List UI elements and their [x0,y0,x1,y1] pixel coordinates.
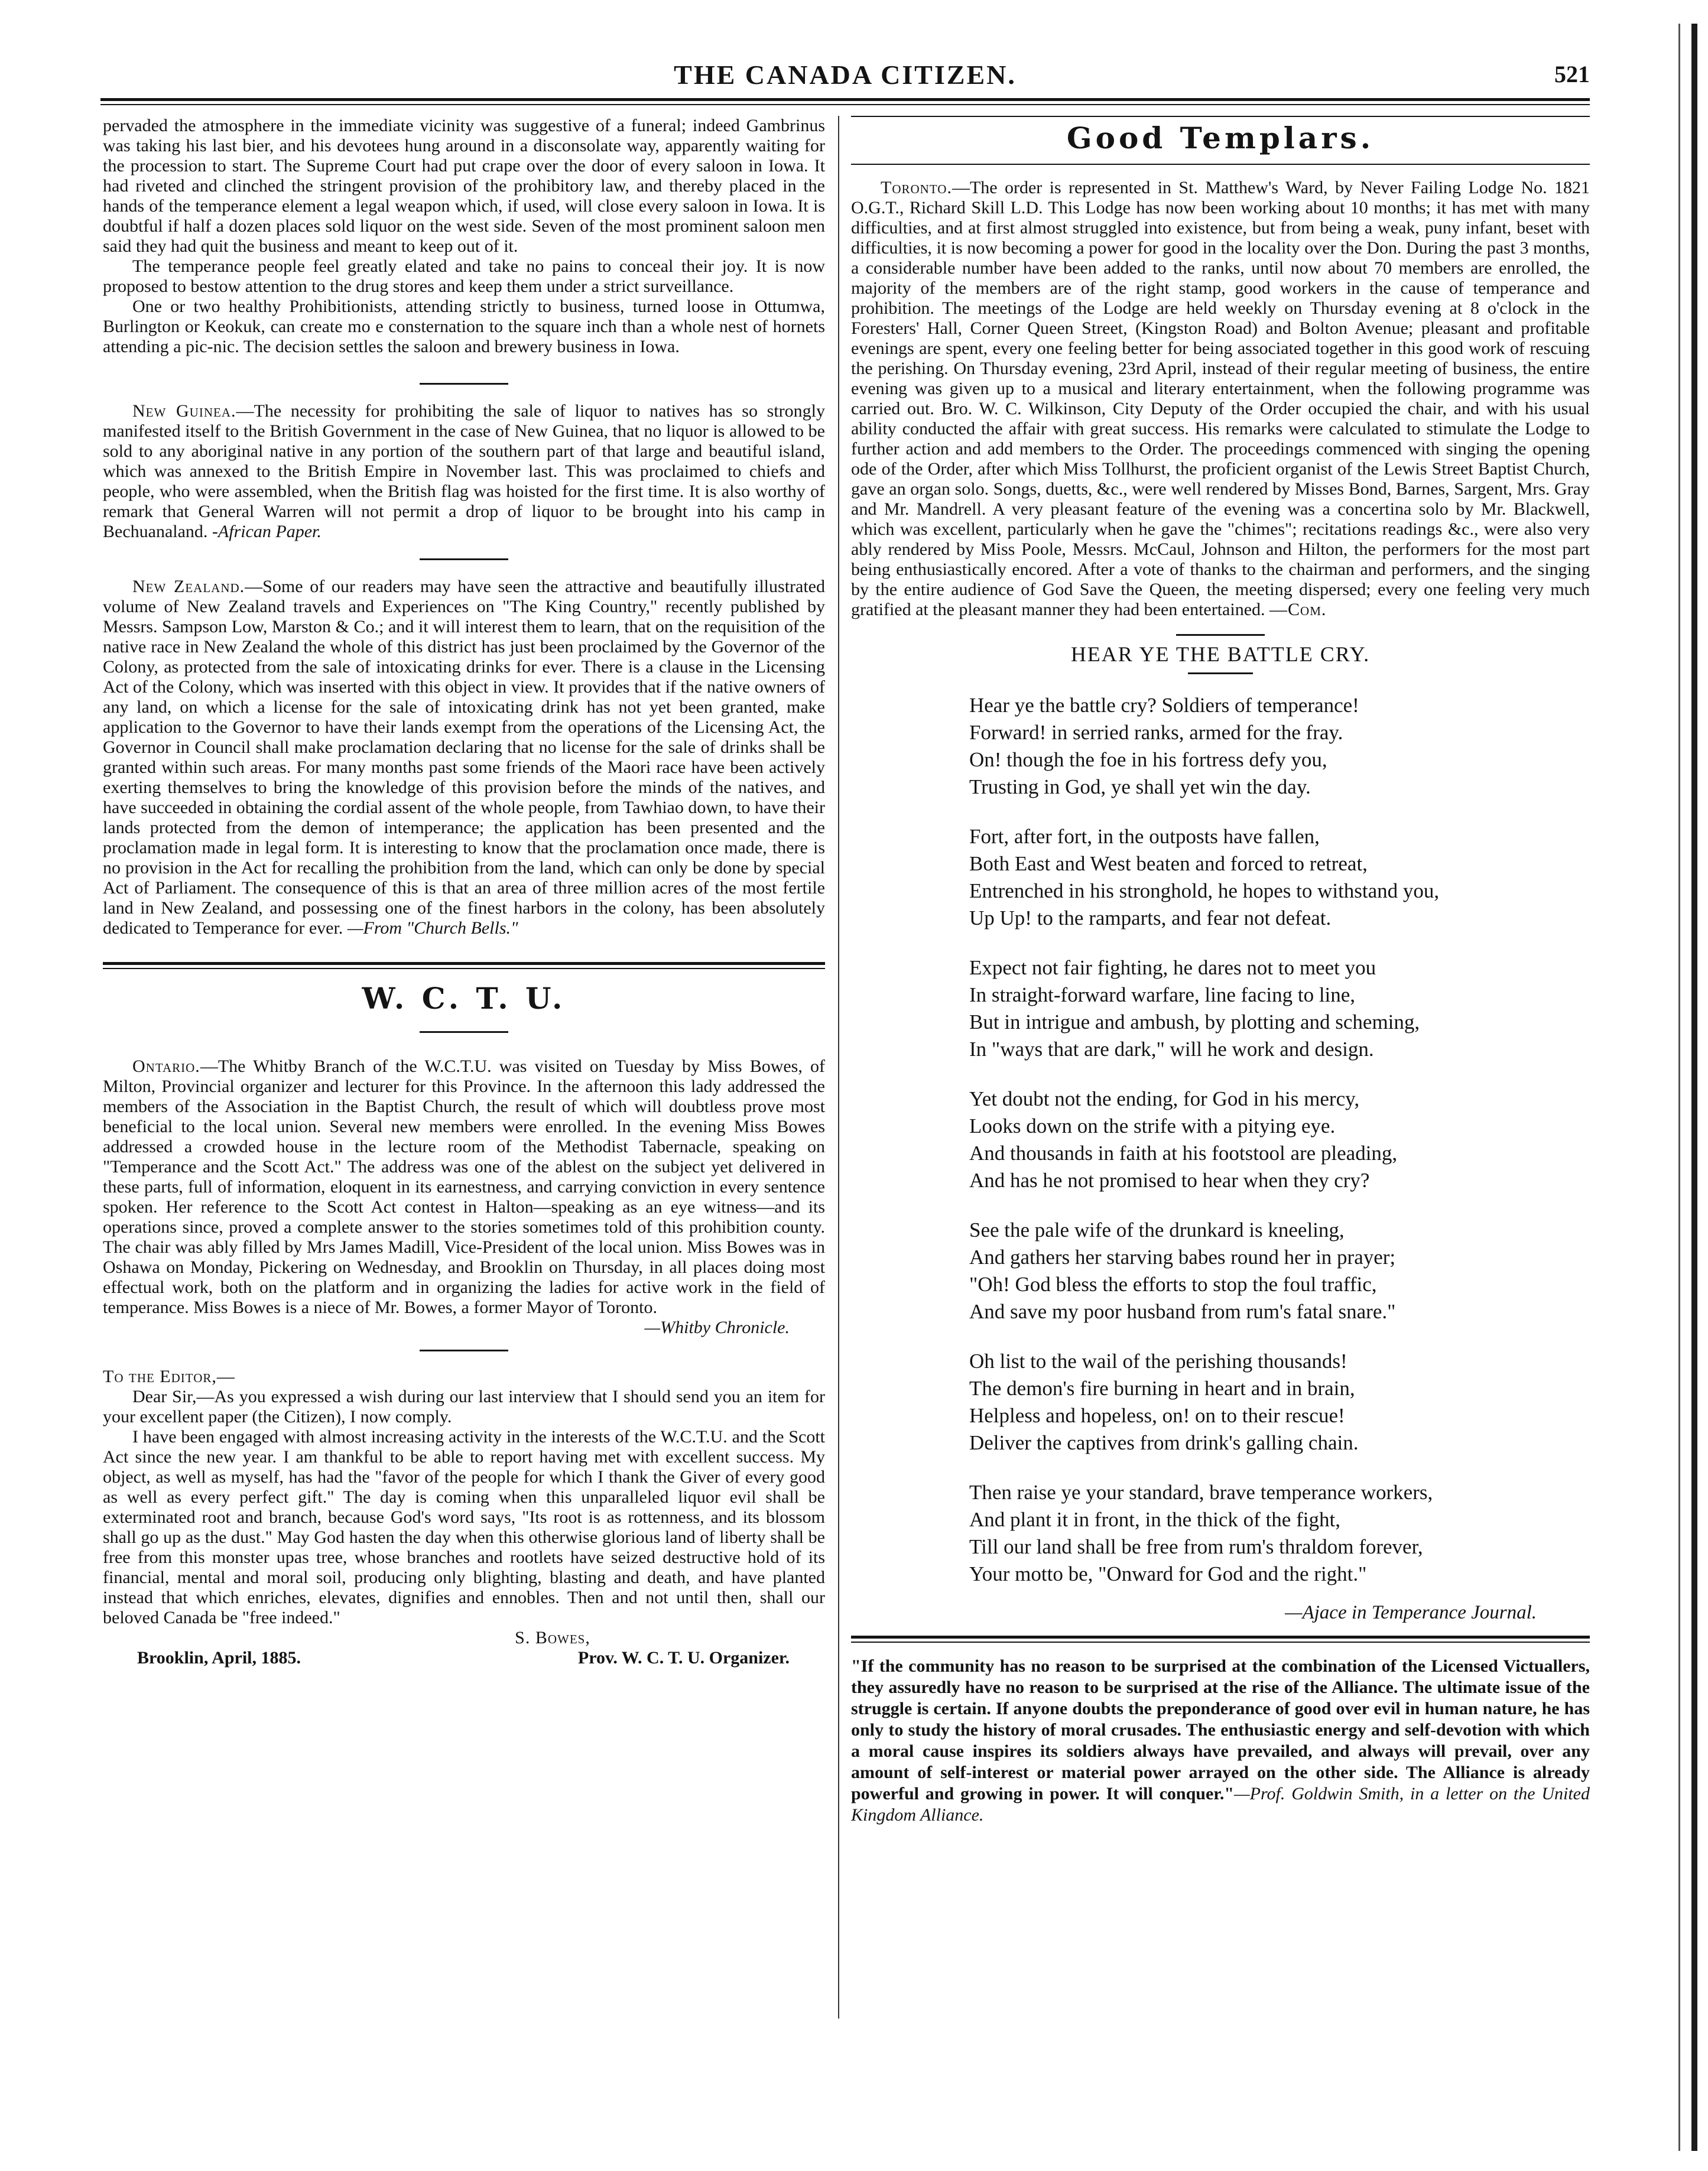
poem-line: Trusting in God, ye shall yet win the day. [969,775,1311,798]
poem-stanza [969,954,1560,1063]
new-guinea-text: —The necessity for prohibiting the sale of liquor to natives has so strongly manifested itself to the British Government in the case of New Guinea, that no liquor is allowed to be sold to any aboriginal native in any portion of the southern part of that large and beautiful island, which was annexed to the British Empire in November last. This was proclaimed to chiefs and people, who were assembled, when the British flag was hoisted for the first time. It is also worthy of remark that General Warren will not permit a drop of liquor to be brought into his camp in Bechuanaland. [103,401,826,541]
poem-line: On! though the foe in his fortress defy you, [969,748,1327,771]
letter-salutation: To the Editor,— [103,1367,235,1386]
poem-line: Then raise ye your standard, brave temperance workers, [969,1481,1433,1504]
new-zealand-article [103,577,825,938]
toronto-text: —The order is represented in St. Matthew's Ward, by Never Failing Lodge No. 1821 O.G.T., Richard Skill L.D. This Lodge has now been working about 10 months; it has met with many difficulties, and at first almost struggled into existence, but from being a weak, puny infant, beset with difficulties, it is now becoming a power for good in the locality over the Don. During the past 3 months, a considerable number have been added to the ranks, until now about 70 members are enrolled, the majority of the members are of the right stamp, good workers in the cause of temperance and prohibition. The meetings of the Lodge are held weekly on Thursday evening at 8 o'clock in the Foresters' Hall, Corner Queen Street, (Kingston Road) and Bolton Avenue; pleasant and profitable evenings are spent, every one feeling better for being associated together in this good work of rescuing the perishing. On Thursday evening, 23rd April, instead of their regular meeting of business, the entire evening was given up to a musical and literary entertainment, when the following programme was carried out. Bro. W. C. Wilkinson, City Deputy of the Order occupied the chair, and with his usual ability conducted the affair with great success. His remarks were calculated to stimulate the Lodge to further action and add members to the Order. The proceedings commenced with singing the opening ode of the Order, after which Miss Tollhurst, the proficient organist of the Lewis Street Baptist Church, gave an organ solo. Songs, duetts, &c., were well rendered by Misses Bond, Barnes, Sargent, Mrs. Gray and Mr. Mandrell. A very pleasant feature of the evening was a concertina solo by Mr. Blackwell, which was excellent, particularly when he gave the "chimes"; recitations readings &c., were also very ably rendered by Miss Poole, Messrs. McCaul, Johnson and Hilton, the performers for the most part being enthusiastically encored. After a vote of thanks to the chairman and performers, and the singing by the entire audience of God Save the Queen, the meeting dispersed; every one feeling very much gratified at the pleasant manner they had been entertained. [851,178,1590,619]
masthead [100,57,1590,93]
poem-line: Oh list to the wail of the perishing thousands! [969,1350,1347,1373]
poem-stanza [969,1086,1560,1194]
poem-line: In straight-forward warfare, line facing to line, [969,983,1356,1006]
poem-line: Deliver the captives from drink's galling chain. [969,1431,1359,1454]
left-column [103,116,825,1668]
poem-line: Entrenched in his stronghold, he hopes to withstand you, [969,879,1440,902]
wctu-heading: W. C. T. U. [362,981,566,1016]
poem-line: "Oh! God bless the efforts to stop the foul traffic, [969,1273,1377,1296]
poem-stanza [969,1348,1560,1457]
letter-footer [103,1648,825,1668]
article-separator [1176,634,1265,636]
toronto-article [851,178,1590,620]
new-zealand-lead: New Zealand. [132,577,245,596]
poem-line: And plant it in front, in the thick of the fight, [969,1508,1340,1531]
letter-paragraph-1: Dear Sir,—As you expressed a wish during our last interview that I should send you an item for your excellent paper (the Citizen), I now comply. [103,1387,825,1426]
poem-stanza [969,692,1560,801]
good-templars-heading: Good Templars. [1066,121,1375,155]
section-rule [851,164,1590,165]
ontario-text: —The Whitby Branch of the W.C.T.U. was visited on Tuesday by Miss Bowes, of Milton, Provincial organizer and lecturer for this Province. In the afternoon this lady addressed the members of the Association in the Baptist Church, the result of which will doubtless prove most beneficial to the local union. Several new members were enrolled. In the evening Miss Bowes addressed a crowded house in the lecture room of the Methodist Tabernacle, speaking on "Temperance and the Scott Act." The address was one of the ablest on the subject yet delivered in these parts, full of information, eloquent in its earnestness, and carrying conviction in every sentence spoken. Her reference to the Scott Act contest in Halton—speaking as an eye witness—and its operations since, proved a complete answer to the stories sometimes told of this prohibition county. The chair was ably filled by Mrs James Madill, Vice-President of the local union. Miss Bowes was in Oshawa on Monday, Pickering on Wednesday, and Brooklin on Thursday, in all places doing most effectual work, both on the platform and in organizing the ladies for active work in the field of temperance. Miss Bowes is a niece of Mr. Bowes, a former Mayor of Toronto. [103,1057,825,1317]
binding-edge-bar [1691,24,1697,2151]
poem-line: And has he not promised to hear when they cry? [969,1169,1370,1192]
poem-line: And thousands in faith at his footstool are pleading, [969,1142,1398,1165]
poem-line: In "ways that are dark," will he work and design. [969,1038,1374,1061]
poem-credit: —Ajace in Temperance Journal. [1285,1602,1537,1623]
right-column [851,116,1590,1826]
poem-title: HEAR YE THE BATTLE CRY. [1070,642,1371,666]
poem-line: The demon's fire burning in heart and in brain, [969,1377,1355,1400]
poem-line: And save my poor husband from rum's fatal snare." [969,1300,1396,1323]
quote-text: "If the community has no reason to be surprised at the combination of the Licensed Victuallers, they assuredly have no reason to be surprised at the rise of the Alliance. The ultimate issue of the struggle is certain. If anyone doubts the preponderance of good over evil in human nature, he has only to study the history of moral crusades. The enthusiastic energy and self-devotion with which a moral cause inspires its soldiers always have prevailed, and always will prevail, over any amount of self-interest or material power arrayed on the other side. The Alliance is already powerful and growing in power. It will conquer." [851,1656,1590,1803]
poem-line: And gathers her starving babes round her in prayer; [969,1246,1396,1269]
poem-stanza [969,1479,1560,1588]
poem-line: Both East and West beaten and forced to retreat, [969,852,1368,875]
iowa-paragraph-1: pervaded the atmosphere in the immediate vicinity was suggestive of a funeral; indeed Gambrinus was taking his last bier, and his devotees hung around in a disconsolate way, apparently waiting for the procession to start. The Supreme Court had put crape over the door of every saloon in Iowa. It had riveted and clinched the stringent provision of the prohibitory law, and thereby placed in the hands of the temperance element a legal weapon which, if used, will close every saloon in Iowa. It is doubtful if half a dozen places sold liquor on the west side. Seven of the most prominent saloon men said they had quit the business and meant to keep out of it. [103,116,825,256]
poem-line: Up Up! to the ramparts, and fear not defeat. [969,906,1332,930]
binding-edge-line [1678,24,1680,2151]
poem [969,692,1560,1588]
new-zealand-text: —Some of our readers may have seen the attractive and beautifully illustrated volume of New Zealand travels and Experiences on "The King Country," recently published by Messrs. Sampson Low, Marston & Co.; and it will interest them to learn, that on the requisition of the native race in New Zealand the whole of this district has just been proclaimed by the Governor of the Colony, as protected from the sale of intoxicating drinks for ever. There is a clause in the Licensing Act of the Colony, which was inserted with this object in view. It provides that if the native owners of any land, on which a license for the sale of intoxicating drink has not yet been granted, make application to the Governor to have their lands exempt from the operations of the Licensing Act, the Governor in Council shall make proclamation declaring that no license for the sale of drinks shall be granted within such areas. For many months past some friends of the Maori race have been actively exerting themselves to bring the knowledge of this provision before the minds of the natives, and have succeeded in obtaining the cordial assent of the whole people, from Tawhiao down, to have their lands protected from the demon of intemperance; the application has been presented and the proclamation made in legal form. It is interesting to know that the proclamation once made, there is no provision in the Act for recalling the prohibition from the land, which can only be done by special Act of Parliament. The consequence of this is that an area of three million acres of the most fertile land in New Zealand, and possessing one of the finest harbors in the colony, has been absolutely dedicated to Temperance for ever. [103,577,825,938]
column-divider [838,116,839,2019]
newspaper-title: THE CANADA CITIZEN. [674,60,1017,90]
ontario-lead: Ontario. [132,1057,200,1076]
poem-line: Yet doubt not the ending, for God in his mercy, [969,1087,1360,1110]
letter-signer-title: Prov. W. C. T. U. Organizer. [577,1648,790,1668]
quote-attribution: —Prof. Goldwin Smith, in a letter on the United Kingdom Alliance. [851,1784,1590,1825]
poem-stanza [969,823,1560,932]
ontario-article [103,1057,825,1318]
poem-line: Expect not fair fighting, he dares not to meet you [969,956,1376,979]
poem-line: See the pale wife of the drunkard is kneeling, [969,1218,1345,1242]
new-guinea-lead: New Guinea. [132,401,236,421]
page-number: 521 [1554,61,1590,87]
letter-paragraph-2: I have been engaged with almost increasing activity in the interests of the W.C.T.U. and the Scott Act since the new year. I am thankful to be able to report having met with excellent success. My object, as well as myself, has had the "favor of the people for which I thank the Giver of every good as well as every perfect gift." The day is coming when this unparalleled liquor evil shall be exterminated root and branch, because God's word says, "Its root is as rottenness, and its blossom shall go up as the dust." May God hasten the day when this otherwise glorious land of liberty shall be free from this monster upas tree, whose branches and rootlets have seized destructive hold of its financial, mental and moral soil, producing only blighting, blasting and death, and have planted instead that which enriches, elevates, dignifies and ennobles. Then and not until then, shall our beloved Canada be "free indeed." [103,1427,825,1627]
letter-signature: S. Bowes, [515,1628,590,1647]
poem-line: Fort, after fort, in the outposts have fallen, [969,825,1320,848]
new-guinea-source: -African Paper. [212,522,322,541]
poem-stanza [969,1217,1560,1325]
masthead-rule-thin [100,104,1590,105]
section-rule [851,1636,1590,1643]
poem-line: Your motto be, "Onward for God and the right." [969,1562,1367,1585]
masthead-rule [100,98,1590,101]
poem-line: Helpless and hopeless, on! on to their rescue! [969,1404,1345,1427]
poem-line: Looks down on the strife with a pitying eye. [969,1114,1336,1138]
heading-separator [420,1031,508,1033]
poem-title-separator [1188,672,1253,674]
iowa-paragraph-2: The temperance people feel greatly elated and take no pains to conceal their joy. It is now proposed to bestow attention to the drug stores and keep them under a strict surveillance. [103,256,825,296]
ontario-source: —Whitby Chronicle. [644,1318,790,1337]
poem-line: Hear ye the battle cry? Soldiers of temperance! [969,694,1359,717]
poem-line: But in intrigue and ambush, by plotting and scheming, [969,1010,1420,1034]
article-separator [420,383,508,385]
toronto-lead: Toronto. [881,178,952,197]
iowa-paragraph-3: One or two healthy Prohibitionists, attending strictly to business, turned loose in Ottumwa, Burlington or Keokuk, can create mo e consternation to the square inch than a whole nest of hornets attending a pic-nic. The decision settles the saloon and brewery business in Iowa. [103,297,825,356]
goldwin-smith-quote [851,1656,1590,1826]
article-separator [420,1350,508,1351]
poem-line: Forward! in serried ranks, armed for the fray. [969,721,1343,744]
section-top-rule [851,116,1590,117]
letter-place-date: Brooklin, April, 1885. [137,1648,301,1668]
new-zealand-source: —From "Church Bells." [347,918,518,938]
section-rule [103,962,825,969]
new-guinea-article [103,401,825,542]
article-separator [420,558,508,560]
poem-line: Till our land shall be free from rum's thraldom forever, [969,1535,1423,1558]
toronto-source: —Com. [1269,600,1327,619]
